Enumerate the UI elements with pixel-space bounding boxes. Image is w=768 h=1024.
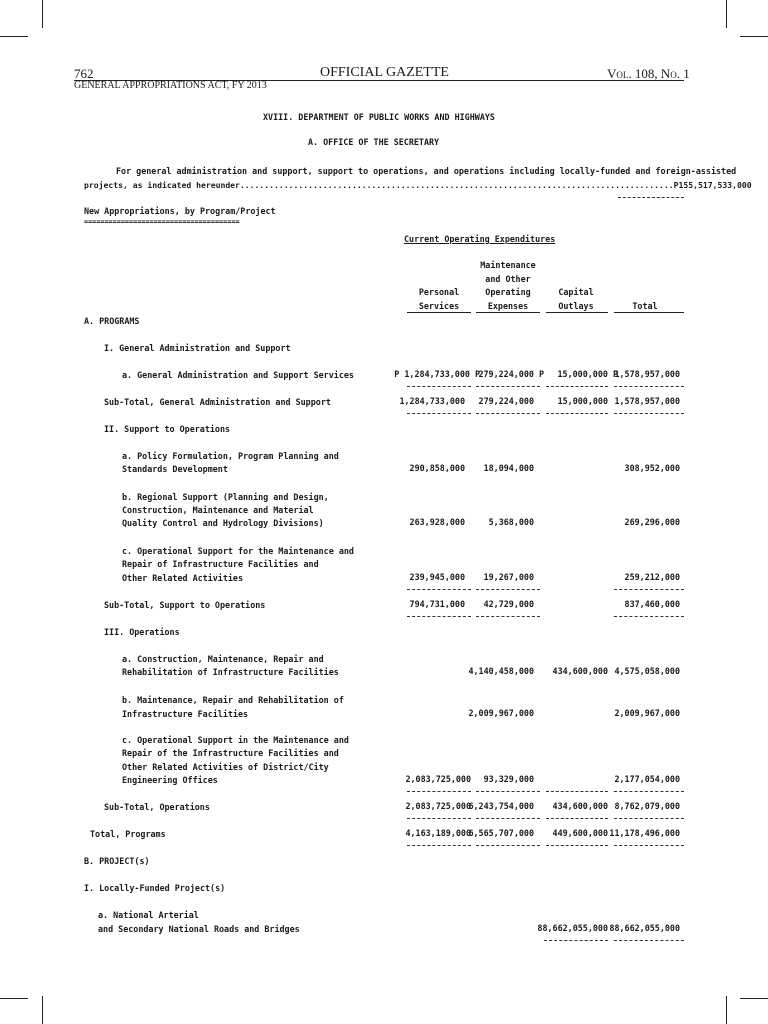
row-iii-b-total: 2,009,967,000 [614,708,680,718]
section-b-projects: B. PROJECT(s) [84,856,150,866]
row-i-a-co: 15,000,000 P [557,369,618,379]
subtotal-ops-mooe: 6,243,754,000 [468,801,534,811]
row-iii-a-label-2: Rehabilitation of Infrastructure Facilities [122,667,339,677]
row-ii-c-rule-total [614,589,684,590]
section-a-programs: A. PROGRAMS [84,316,140,326]
department-title: XVIII. DEPARTMENT OF PUBLIC WORKS AND HIGHWAYS [263,112,495,122]
column-mooe-label-1: Maintenance [480,260,536,270]
subtotal-gas-co: 15,000,000 [557,396,608,406]
row-iii-c-ps: 2,083,725,000 [405,774,471,784]
total-programs-ps: 4,163,189,000 [405,828,471,838]
column-capital-label-1: Capital [558,287,594,297]
subtotal-sto-rule-total [614,616,684,617]
row-iii-c-label-1: c. Operational Support in the Maintenance and [122,735,349,745]
subtotal-sto-mooe: 42,729,000 [483,599,534,609]
subtotal-ops-ps: 2,083,725,000 [405,801,471,811]
subtotal-gas-label: Sub-Total, General Administration and Support [104,397,331,407]
subtotal-ops-rule-total [614,818,684,819]
total-programs-mooe: 6,565,707,000 [468,828,534,838]
subtotal-gas-rule-mooe [476,413,540,414]
crop-mark-bottom-left-h [0,998,28,999]
locally-funded-heading: I. Locally-Funded Project(s) [84,883,226,893]
column-capital-label-2: Outlays [558,301,594,311]
row-iii-b-label-1: b. Maintenance, Repair and Rehabilitation of [122,695,344,705]
row-iii-a-mooe: 4,140,458,000 [468,666,534,676]
row-lfp-a-total: 88,662,055,000 [609,923,680,933]
row-ii-b-ps: 263,928,000 [409,517,465,527]
subtotal-gas-mooe: 279,224,000 [478,396,534,406]
subtotal-sto-label: Sub-Total, Support to Operations [104,600,266,610]
row-iii-c-mooe: 93,329,000 [483,774,534,784]
crop-mark-bottom-right-h [740,998,768,999]
new-appropriations-rule: ====================================== [84,218,240,226]
row-i-a-rule-total [614,386,684,387]
row-lfp-a-rule-co [544,940,608,941]
row-lfp-a-label-1: a. National Arterial [98,910,199,920]
total-programs-rule-ps [407,845,471,846]
subtotal-sto-rule-mooe [476,616,540,617]
row-ii-c-label-2: Repair of Infrastructure Facilities and [122,559,319,569]
row-i-a-mooe: 279,224,000 P [478,369,544,379]
row-ii-b-total: 269,296,000 [624,517,680,527]
subtotal-ops-rule-mooe [476,818,540,819]
subtotal-gas-ps: 1,284,733,000 [399,396,465,406]
subtotal-gas-total: 1,578,957,000 [614,396,680,406]
subtotal-ops-rule-co [546,818,608,819]
crop-mark-bottom-right-v [726,996,727,1024]
column-underline-ps [407,312,471,313]
row-iii-c-label-2: Repair of the Infrastructure Facilities and [122,748,339,758]
column-underline-mooe [476,312,540,313]
row-ii-c-label-1: c. Operational Support for the Maintenance and [122,546,354,556]
subtotal-sto-ps: 794,731,000 [409,599,465,609]
column-mooe-label-3: Operating [485,287,531,297]
intro-line-1: For general administration and support, support to operations, and operations including locally-funded and foreign-assisted [116,166,737,176]
crop-mark-bottom-left-v [42,996,43,1024]
row-iii-a-total: 4,575,058,000 [614,666,680,676]
total-programs-label: Total, Programs [90,829,166,839]
row-ii-c-rule-mooe [476,589,540,590]
intro-line-2: projects, as indicated hereunder.........................................................................................P155,517,533,000 [84,180,752,190]
subtotal-gas-rule-ps [407,413,471,414]
subtotal-gas-rule-total [614,413,684,414]
volume-number: Vol. 108, No. 1 [607,66,690,81]
crop-mark-top-right-v [726,0,727,28]
total-programs-rule-co [546,845,608,846]
column-personal-label-2: Services [418,301,460,311]
row-ii-a-label-2: Standards Development [122,464,228,474]
new-appropriations-heading: New Appropriations, by Program/Project [84,206,276,216]
crop-mark-top-right-h [740,36,768,37]
row-iii-c-label-3: Other Related Activities of District/City [122,762,329,772]
row-ii-a-mooe: 18,094,000 [483,463,534,473]
office-title: A. OFFICE OF THE SECRETARY [308,137,440,147]
subtotal-gas-rule-co [546,413,608,414]
crop-mark-top-left-h [0,36,28,37]
row-lfp-a-rule-total [614,940,684,941]
row-i-a-rule-mooe [476,386,540,387]
subtotal-ops-label: Sub-Total, Operations [104,802,210,812]
row-iii-c-total: 2,177,054,000 [614,774,680,784]
row-ii-c-label-3: Other Related Activities [122,573,244,583]
page-number: 762 [74,66,94,81]
column-group-header: Current Operating Expenditures [404,234,556,244]
row-ii-b-label-1: b. Regional Support (Planning and Design, [122,492,329,502]
subtotal-ops-co: 434,600,000 [552,801,608,811]
header-subtitle: GENERAL APPROPRIATIONS ACT, FY 2013 [74,80,267,91]
row-ii-c-rule-ps [407,589,471,590]
row-iii-c-rule-mooe [476,791,540,792]
program-i-heading: I. General Administration and Support [104,343,291,353]
row-i-a-ps: P 1,284,733,000 P [394,369,480,379]
row-i-a-total: 1,578,957,000 [614,369,680,379]
row-ii-a-label-1: a. Policy Formulation, Program Planning and [122,451,339,461]
row-iii-a-label-1: a. Construction, Maintenance, Repair and [122,654,324,664]
row-iii-c-label-4: Engineering Offices [122,775,218,785]
crop-mark-top-left-v [42,0,43,28]
row-ii-c-mooe: 19,267,000 [483,572,534,582]
program-iii-heading: III. Operations [104,627,180,637]
row-iii-c-rule-ps [407,791,471,792]
row-ii-b-label-3: Quality Control and Hydrology Divisions) [122,518,324,528]
row-ii-a-total: 308,952,000 [624,463,680,473]
row-iii-c-rule-co [546,791,608,792]
subtotal-ops-total: 8,762,079,000 [614,801,680,811]
program-ii-heading: II. Support to Operations [104,424,231,434]
column-total-label: Total [632,301,658,311]
column-underline-total [614,312,684,313]
subtotal-sto-total: 837,460,000 [624,599,680,609]
column-personal-label-1: Personal [418,287,460,297]
column-underline-co [546,312,608,313]
subtotal-sto-rule-ps [407,616,471,617]
row-i-a-rule-co [546,386,608,387]
row-iii-b-label-2: Infrastructure Facilities [122,709,249,719]
row-ii-c-total: 259,212,000 [624,572,680,582]
publication-title: OFFICIAL GAZETTE [320,65,449,80]
intro-total-rule [618,197,684,198]
row-lfp-a-label-2: and Secondary National Roads and Bridges [98,924,300,934]
row-lfp-a-co: 88,662,055,000 [537,923,608,933]
subtotal-ops-rule-ps [407,818,471,819]
total-programs-total: 11,178,496,000 [609,828,680,838]
column-mooe-label-2: and Other [485,274,531,284]
row-ii-b-label-2: Construction, Maintenance and Material [122,505,314,515]
row-iii-c-rule-total [614,791,684,792]
row-ii-a-ps: 290,858,000 [409,463,465,473]
total-programs-rule-total [614,845,684,846]
row-i-a-rule-ps [407,386,471,387]
total-programs-rule-mooe [476,845,540,846]
column-mooe-label-4: Expenses [487,301,529,311]
total-programs-co: 449,600,000 [552,828,608,838]
row-i-a-label: a. General Administration and Support Services [122,370,354,380]
row-ii-b-mooe: 5,368,000 [488,517,534,527]
row-iii-b-mooe: 2,009,967,000 [468,708,534,718]
row-ii-c-ps: 239,945,000 [409,572,465,582]
row-iii-a-co: 434,600,000 [552,666,608,676]
